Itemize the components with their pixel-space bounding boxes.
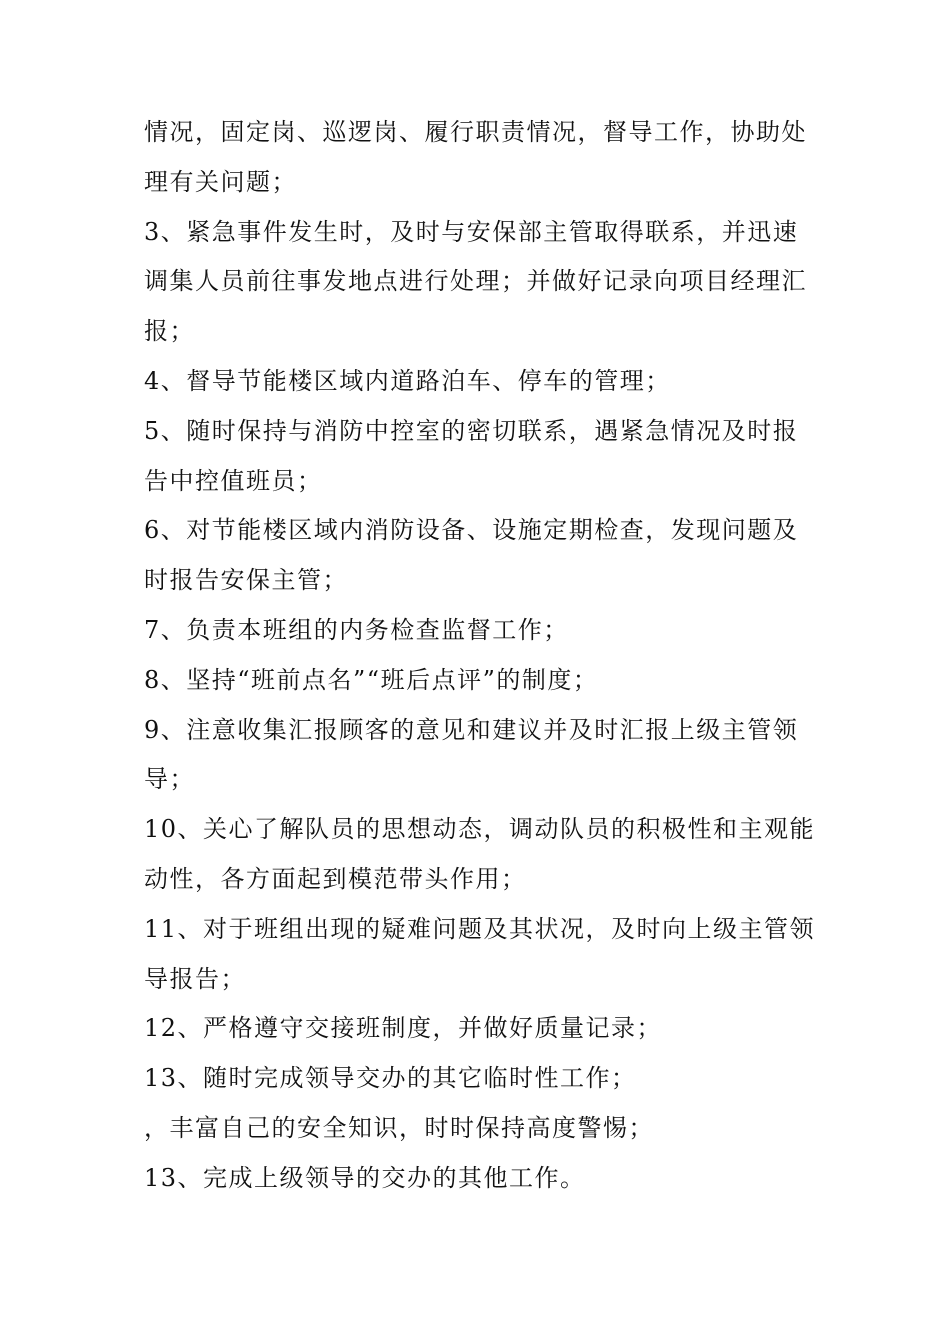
text-line: 5、随时保持与消防中控室的密切联系，遇紧急情况及时报 [144, 416, 799, 445]
text-line: 导； [144, 765, 195, 794]
text-line: 4、督导节能楼区域内道路泊车、停车的管理； [144, 366, 671, 395]
text-line: 10、关心了解队员的思想动态，调动队员的积极性和主观能 [144, 815, 816, 844]
text-line: 调集人员前往事发地点进行处理；并做好记录向项目经理汇 [144, 267, 807, 296]
text-line: 报； [144, 317, 195, 346]
text-line: 11、对于班组出现的疑难问题及其状况，及时向上级主管领 [144, 914, 816, 943]
text-line: 6、对节能楼区域内消防设备、设施定期检查，发现问题及 [144, 516, 799, 545]
text-line: 7、负责本班组的内务检查监督工作； [144, 615, 569, 644]
text-line: 告中控值班员； [144, 466, 323, 495]
text-line: 导报告； [144, 964, 246, 993]
text-line: 12、严格遵守交接班制度，并做好质量记录； [144, 1014, 663, 1043]
document-body [144, 108, 816, 1204]
text-line: 时报告安保主管； [144, 566, 348, 595]
text-line: 3、紧急事件发生时，及时与安保部主管取得联系，并迅速 [144, 217, 799, 246]
text-line: 动性，各方面起到模范带头作用； [144, 864, 527, 893]
text-line: ，丰富自己的安全知识，时时保持高度警惕； [144, 1113, 654, 1142]
text-line: 理有关问题； [144, 167, 297, 196]
text-line: 情况，固定岗、巡逻岗、履行职责情况，督导工作，协助处 [144, 118, 807, 146]
text-line: 13、完成上级领导的交办的其他工作。 [144, 1163, 586, 1192]
text-line: 9、注意收集汇报顾客的意见和建议并及时汇报上级主管领 [144, 715, 799, 744]
text-line: 13、随时完成领导交办的其它临时性工作； [144, 1064, 637, 1093]
text-line: 8、坚持“班前点名”“班后点评”的制度； [144, 665, 599, 694]
